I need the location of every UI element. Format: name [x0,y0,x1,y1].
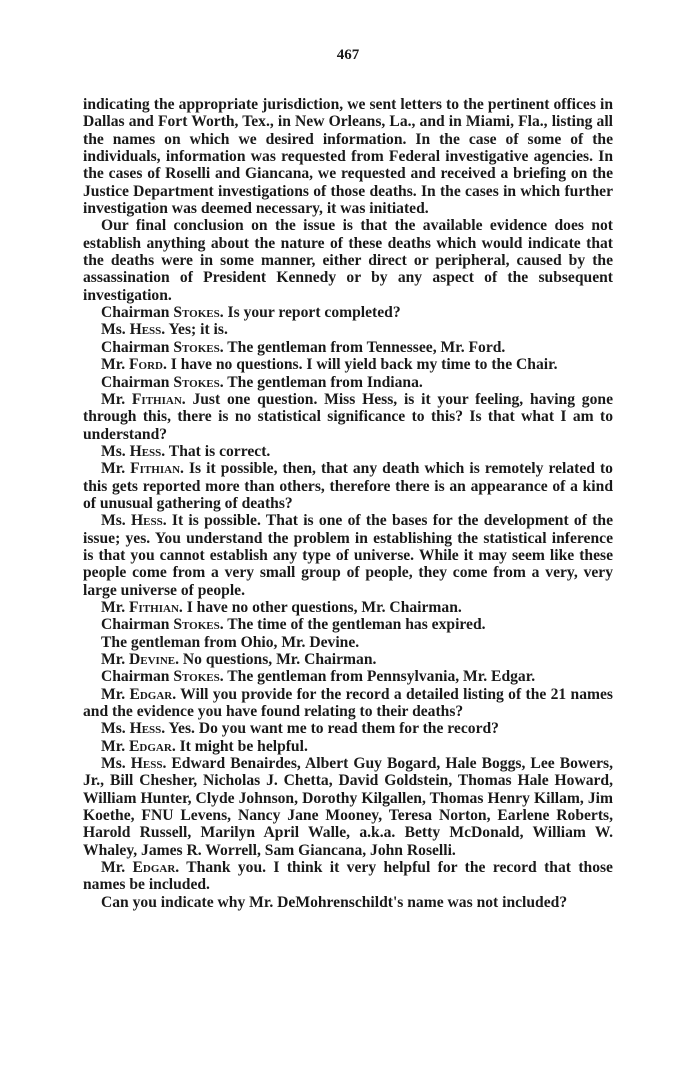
speaker-name: Hess [129,720,162,738]
speaker-name: Fithian [131,390,182,408]
speaker-paragraph [83,304,613,321]
speaker-name: Hess [130,755,163,773]
speaker-title: Mr. [101,390,132,408]
speaker-paragraph [83,339,613,356]
paragraph-text: . Yes. Do you want me to read them for the record? [161,720,499,738]
speaker-title: Ms. [101,755,131,773]
speaker-name: Edgar [129,737,172,755]
paragraph-text: . It is possible. That is one of the bases for the development of the issue; yes. You understand the problem in establishing the statistical inference is that you cannot establish any type of universe. While it may seem like these people come from a very small group of people, they come from a very, very large universe of people. [83,512,613,599]
speaker-title: Ms. [101,321,130,339]
speaker-name: Devine [129,651,176,668]
speaker-title: Mr. [101,460,131,478]
paragraph-text: indicating the appropriate jurisdiction, we sent letters to the pertinent offices in Dallas and Fort Worth, Tex., in New Orleans, La., and in Miami, Fla., listing all the names on which we desired information. In the case of some of the individuals, information was requested from Federal investigative agencies. In the cases of Roselli and Giancana, we requested and received a briefing on the Justice Department investigations of those deaths. In the cases in which further investigation was deemed necessary, it was initiated. [83,96,613,218]
speaker-name: Stokes [173,373,220,391]
paragraph-text: . That is correct. [161,442,271,460]
speaker-name: Stokes [173,304,220,322]
speaker-title: Mr. [101,356,130,374]
paragraph [83,894,613,911]
speaker-paragraph [83,460,613,512]
speaker-name: Hess [129,321,162,339]
speaker-name: Fithian [129,598,179,616]
paragraph [83,634,613,651]
paragraph-text: . Thank you. I think it very helpful for the record that those names be included. [83,859,613,894]
paragraph-text: The gentleman from Ohio, Mr. Devine. [101,633,360,651]
speaker-title: Mr. [101,859,133,877]
paragraph-text: . No questions, Mr. Chairman. [175,651,377,668]
speaker-title: Mr. [101,737,130,755]
speaker-title: Mr. [101,685,130,703]
paragraph-text: Can you indicate why Mr. DeMohrenschildt's name was not included? [101,893,568,911]
speaker-paragraph [83,720,613,737]
speaker-name: Ford [129,356,163,374]
speaker-paragraph [83,356,613,373]
speaker-title: Chairman [101,304,174,322]
speaker-paragraph [83,391,613,443]
speaker-title: Ms. [101,512,131,530]
paragraph-text: . Yes; it is. [161,321,228,339]
paragraph-text: . Will you provide for the record a detailed listing of the 21 names and the evidence you have found relating to their deaths? [83,685,613,721]
speaker-paragraph [83,668,613,685]
speaker-title: Chairman [101,668,174,686]
paragraph-text: . The gentleman from Indiana. [219,373,423,391]
speaker-name: Edgar [132,859,176,877]
speaker-paragraph [83,686,613,721]
paragraph-text: . Edward Benairdes, Albert Guy Bogard, Hale Boggs, Lee Bowers, Jr., Bill Chesher, Nicholas J. Chetta, David Goldstein, Thomas Hale Howard, William Hunter, Clyde Johnson, Dorothy Kilgallen, Thomas Henry Killam, Jim Koethe, FNU Levens, Nancy Jane Mooney, Teresa Norton, Earlene Roberts, Harold Russell, Marilyn April Walle, a.k.a. Betty McDonald, William W. Whaley, James R. Worrell, Sam Giancana, John Roselli. [83,755,613,859]
page-number: 467 [336,47,360,63]
speaker-title: Chairman [101,373,174,391]
speaker-name: Hess [129,442,162,460]
speaker-title: Ms. [101,720,130,738]
paragraph-text: . The time of the gentleman has expired. [219,616,486,634]
paragraph-text: . Just one question. Miss Hess, is it your feeling, having gone through this, there is no statistical significance to this? Is that what I am to understand? [83,390,613,443]
speaker-paragraph [83,616,613,633]
speaker-title: Chairman [101,338,174,356]
speaker-name: Stokes [173,668,220,686]
speaker-paragraph [83,651,613,668]
paragraph-text: . Is your report completed? [219,304,401,322]
body-text [83,96,613,911]
paragraph-text: . The gentleman from Tennessee, Mr. Ford. [219,338,506,356]
paragraph-text: . I have no other questions, Mr. Chairman. [178,598,462,616]
paragraph-text: . Is it possible, then, that any death which is remotely related to this gets reported more than others, therefore there is an appearance of a kind of unusual gathering of deaths? [83,460,613,512]
speaker-paragraph [83,599,613,616]
speaker-title: Mr. [101,651,130,668]
speaker-paragraph [83,859,613,894]
speaker-name: Stokes [173,338,220,356]
speaker-paragraph [83,512,613,599]
paragraph [83,217,613,304]
speaker-paragraph [83,755,613,859]
paragraph [83,96,613,217]
speaker-name: Edgar [129,685,173,703]
paragraph-text: . I have no questions. I will yield back my time to the Chair. [163,356,558,374]
speaker-name: Stokes [173,616,220,634]
speaker-title: Chairman [101,616,174,634]
speaker-paragraph [83,321,613,338]
speaker-paragraph [83,374,613,391]
paragraph-text: . It might be helpful. [171,737,308,755]
speaker-name: Hess [130,512,163,530]
speaker-title: Mr. [101,598,130,616]
paragraph-text: . The gentleman from Pennsylvania, Mr. Edgar. [219,668,536,686]
speaker-paragraph [83,738,613,755]
paragraph-text: Our final conclusion on the issue is that the available evidence does not establish anything about the nature of these deaths which would indicate that the deaths were in some manner, either direct or peripheral, caused by the assassination of President Kennedy or by any aspect of the subsequent investigation. [83,217,613,304]
speaker-paragraph [83,443,613,460]
speaker-name: Fithian [130,460,181,478]
speaker-title: Ms. [101,442,130,460]
